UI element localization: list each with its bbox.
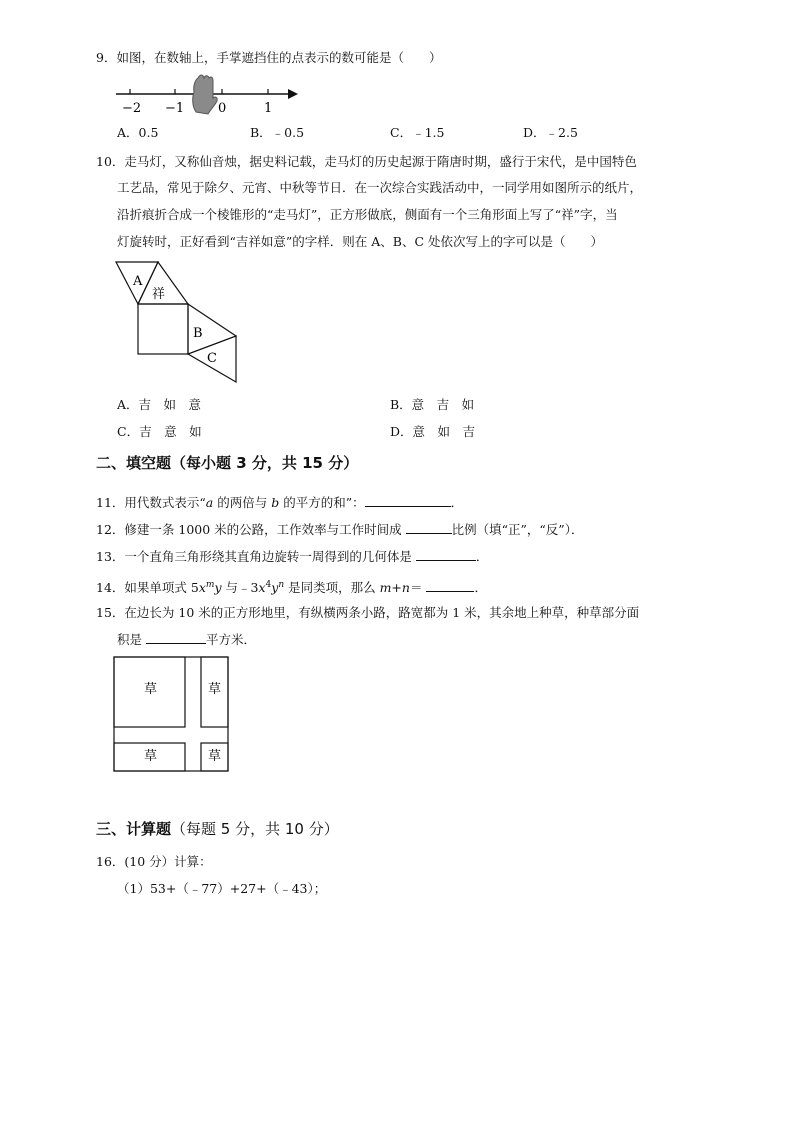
q10-option-a[interactable]: A．吉 如 意 [117,397,202,412]
axis-label-neg1: −1 [165,101,185,116]
net-label-a: A [133,274,143,289]
q11-answer-blank[interactable] [365,494,451,507]
section2-title: 二、填空题（每小题 3 分，共 15 分） [96,454,359,472]
q14: 14．如果单项式 $5x^my$ 与$﹣3x^4y^n$ 是同类项，那么 m+n＝ ． [96,580,487,596]
net-label-b: B [193,326,203,341]
number-line-figure [112,72,302,120]
lantern-net-figure [110,258,250,388]
axis-label-0: 0 [218,101,227,116]
q12: 12．修建一条 1000 米的公路，工作效率与工作时间成 比例（填“正”，“反”）． [96,522,584,537]
q12-answer-blank[interactable] [406,521,452,534]
q10-option-d[interactable]: D．意 如 吉 [390,424,476,439]
q10-line-4: 灯旋转时，正好看到“吉祥如意”的字样．则在 A、B、C 处依次写上的字可以是（ ） [117,234,604,249]
q10-line-3: 沿折痕折合成一个棱锥形的“走马灯”，正方形做底，侧面有一个三角形面上写了“祥”字，当 [117,207,618,222]
grass-label-3: 草 [144,749,158,764]
net-label-xiang: 祥 [152,287,166,302]
q16-header: 16．(10 分）计算： [96,854,212,869]
q9-text: 9．如图，在数轴上，手掌遮挡住的点表示的数可能是（ ） [96,50,442,65]
q10-line-1: 10．走马灯，又称仙音烛，据史料记载，走马灯的历史起源于隋唐时期，盛行于宋代，是中国特色 [96,154,637,169]
q14-answer-blank[interactable] [426,579,474,592]
q10-option-c[interactable]: C．吉 意 如 [117,424,202,439]
q15-line-2: 积是 平方米． [117,632,256,647]
q10-option-b[interactable]: B．意 吉 如 [390,397,475,412]
axis-label-neg2: −2 [122,101,142,116]
q10-line-2: 工艺品，常见于除夕、元宵、中秋等节日．在一次综合实践活动中，一同学用如图所示的纸片， [117,180,643,195]
net-label-c: C [207,351,217,366]
axis-label-1: 1 [264,101,273,116]
q9-option-c[interactable]: C．﹣1.5 [390,125,445,140]
grass-label-1: 草 [144,682,158,697]
q13-answer-blank[interactable] [416,548,476,561]
q9-option-b[interactable]: B．﹣0.5 [250,125,305,140]
q13: 13．一个直角三角形绕其直角边旋转一周得到的几何体是 ． [96,549,489,564]
grass-label-2: 草 [208,682,222,697]
section3-title: 三、计算题（每题 5 分，共 10 分） [96,820,339,838]
q15-line-1: 15．在边长为 10 米的正方形地里，有纵横两条小路，路宽都为 1 米，其余地上种草，种草部分面 [96,605,640,620]
q11: 11．用代数式表示“a 的两倍与 b 的平方的和”： ． [96,495,464,510]
q16-item-1: （1）53+（﹣77）+27+（﹣43）； [117,881,327,896]
grass-field-figure [112,655,232,773]
q9-option-d[interactable]: D．﹣2.5 [523,125,578,140]
q15-answer-blank[interactable] [146,631,206,644]
q9-option-a[interactable]: A．0.5 [117,125,159,140]
arrow-icon [288,89,298,99]
grass-label-4: 草 [208,749,222,764]
